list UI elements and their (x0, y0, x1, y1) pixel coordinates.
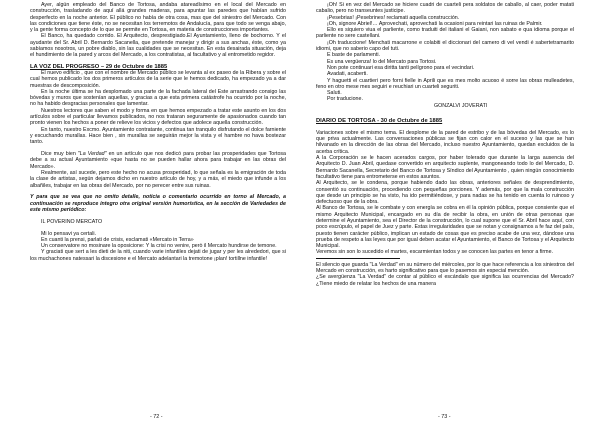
paragraph: El silencio que guarda "La Verdad" en su número del miércoles, por lo que hace referencia a los siniestros del Mercado en construcción, es harto significativo para que lo pasemos sin especial mención. (316, 261, 574, 275)
paragraph: El nuevo edificio , que con el nombre de Mercado público se levanta al ex paseo de la Ribera y sobre el cual hemos publicado los dos primeros artículos de la serie que le hemos dedicado, ha empezado ya a dar muestras de descomposición. (30, 69, 286, 89)
paragraph: A la Corporación se le hacen acerados cargos, por haber tolerado que durante la larga ausencia del Arquitecto D. Juan Abril, quedase convertido en arquitecto suplente, mangoneando todo lo del Mercado, D. Bernardo Sacanella, Secretario del Banco de Tortosa y Síndico del Ayuntamiento , quien ningún conocimiento facultativo tiene para entrometerse en estos asuntos. (316, 155, 574, 180)
paragraph: Realmente, así sucede, pero este hecho no acusa prosperidad, lo que señala es la emigración de toda la clase de artistas, según dejamos dicho en nuestro artículo de hoy, y a más, el miedo que infunde a los albañiles, trabajar en las obras del Mercado, por no perecer entre sus ruinas. (30, 169, 286, 189)
paragraph: Ayer, algún empleado del Banco de Tortosa, andaba atareadísimo en el local del Mercado en construcción, trasladando de aquí allá grandes maderas, para apuntar las paredes que habían sufrido desperfecto en la noche anterior. El público no había de otra cosa, mas que del siniestro del Mercado. Con las condiciones que tiene éste, no se necesitan los terremotos de Andalucía, para que todo se venga abajo, y la gente forma concepto de lo que se permite en Tortosa, en materia de construcciones importantes. (30, 2, 286, 34)
paragraph: E baste de parlamenti. (327, 52, 380, 59)
paragraph: En la noche última se ha desplomado una parte de la fachada lateral del Este arrastrando consigo las bóvedas y muros que sostenían aquellas, y gracias a que esta primera catástrofe ha ocurrido por la noche, no ha habido desgracias personales que lamentar. (30, 88, 286, 108)
paragraph: ¡Oh, signore Abriel!… Aprovechati, aprovechati la ocasioni para reintari las ruinas de Palmir. (327, 20, 543, 27)
poem-title: IL POVERINO MERCATO (41, 218, 103, 225)
paragraph: ¿Se avergüenza "La Verdad" de contar al público el escándalo que significa las ocurrencias del Mercado? ¿Tiene miedo de relatar los hechos de una manera (316, 274, 574, 287)
page-number-left: - 72 - (150, 414, 163, 420)
paragraph: Variaciones sobre el mismo tema. El desplome de la pared de estribo y de las bóvedas del Mercado, es lo que priva actualmente. Las conversaciones públicas se fijan con calor en el suceso y las que se han hilvanado en la dirección de las obras del Mercado, incluso nuestro Ayuntamiento, quedan excluidos de la acerba crítica. (316, 129, 574, 155)
paragraph: Non pote continuari esa diritta tanti pelígrono para el vecindari. (327, 64, 475, 71)
section-heading: DIARIO DE TORTOSA - 30 de Octubre de 1885 (316, 118, 443, 125)
signature: GONZALVI JOVERATI (434, 102, 488, 109)
paragraph: Ello es siquiero viua el parliente, como traduiti del italiani el Gaiani, non sabato e qua idioma porque el parliente no sere castellani. (316, 27, 574, 40)
bold-italic-note: Y para que se vea que no omito detalle, noticia o comentario ocurrido en torno al Mercado, a continuación se reproduce íntegro otra original versión humorística, en la sección de Variedades de este mismo periódico: (30, 194, 286, 213)
paragraph-text: Dice muy bien (41, 151, 78, 158)
right-page-column (316, 2, 574, 410)
paragraph: Y haguetti el cuartieri pero forni fielle in Aprili que es mes molto acuoso é sorre las obras mulleadetes, feno en otro mese mes seguiri e reuchiari un cuarteli seguriti. (316, 77, 574, 90)
page-number-right: - 73 - (438, 414, 451, 420)
paragraph: Es una vergüenza! lo del Mercato para Tortosi. (327, 58, 437, 65)
paragraph: Un conservatore no mosinare la oposicione: Y la crisi no venire, però il Mercato hundirse de temone. (41, 243, 277, 250)
paragraph (30, 151, 286, 170)
newspaper-name: "La Verdad" (77, 151, 107, 158)
paragraph: En tanto, nuestro Excmo. Ayuntamiento contratante, continua tan tranquilo disfrutando el dolce farniente y escuchando murallas. Hace bien , sin murallas se seguirán mejor la vista y el hambre no hava bostezar tanto. (30, 126, 286, 146)
paragraph: ¡Pesebrias! ¡Pesebrines! reclamati aquella construcción. (327, 14, 460, 21)
paragraph: Avadati, acaberti. (327, 71, 368, 78)
left-page-column (30, 2, 286, 410)
paragraph-text: en un artículo que nos dedicó para probar las prosperidades que Tortosa debe a su actual Ayuntamiento «que hasta no se pueden hallar ahora para trabajar en las obras del Mercado». (30, 151, 286, 170)
paragraph: En cuanti la prensi, parlati de crisis, esclamati «Mercato in Terra» (41, 236, 194, 243)
paragraph: Veremos sin son lo sucedido el martes, escarmientan todos y se conocen las partes en tenor a firme. (316, 249, 554, 256)
paragraph: Por traducione. (327, 96, 363, 103)
section-heading: LA VOZ DEL PROGRESO – 29 de Octubre de 1885 (30, 63, 168, 70)
paragraph: Y graciati que sert a les dieti de la niti, cuando varie infantiles dejati de jugar y per les alrededori, que si los muchachones natessari la discesione e el Mercato adelantari la tremotone ¡plan! tortillne infantile! (30, 249, 286, 262)
paragraph: ¡Oh traduccione! Menchati macarrone e colabiti el diccionari del camero di vel vendi é sabertetramarito idiomi, que no saberio capo del tuti. (316, 39, 574, 53)
paragraph: ¡Oh! Si en vez del Mercado se hiciere cuadri de cuarteli pera soldatos de caballo, al caer, poder matati cabalio, pero no transeuntes justicipe. (316, 2, 574, 15)
paragraph: El Banco, ha quedado corrido. El Arquitecto, desprestigiado.El Ayuntamiento, lleno de bochorno. Y el ayudante del Sr. Abril D. Bernardo Sacanella, que pretende manejar y dirigir a sus anchas, éste, como ya sabíamos nosotros, un pobre diablo, sin las cualidades que se necesitan. En esta desairada situación, deja el hundimiento de la pared y arcos del Mercado, a los contratistas, al facultativo y al entrometido regidor. (30, 33, 286, 59)
paragraph: Mi lo pensavi ya certali. (41, 230, 97, 237)
divider (316, 258, 400, 259)
paragraph: Al Arquitecto, se le condena, porque habiendo dado las obras, anteriores señales de desprendimiento, consentió su continuación, procediendo con pequeñas porciones. Y además, por que la mala construcción que desde un principio se ha visto, ha ido permitiéndose, y para nadas se ha tenido en cuenta lo ruinoso y defectuoso que de la obra. (316, 180, 574, 206)
paragraph: Nuestros lectores que saben el modo y forma en que hemos empezado a tratar este asunto en los dos artículos sobre el particular llevamos publicados, no nos trataran seguramente de apasionados cuando tan pronto vienen los hechos a poner de relieve los vicios y defectos que adolece aquella construcción. (30, 107, 286, 127)
paragraph: Saluti. (327, 90, 342, 97)
paragraph: Al Banco de Tortosa, se le combate y con energía se cobra en él la opinión pública, porque consiente que el mismo Arquitecto Municipal, encargado en su día de recibir la obra, en unión de otras personas que determine el Ayuntamiento, sea el Director de la construcción, lo cual supone que el Sr. Abril hace aquí, con poco escrúpulo, el papel de Juez y parte. Estas irregularidades que se notan y consignamos a fe faz del país, puesto tienen carácter público, implican un estado de cosas que es preciso acabe de una vez, dándose una prueba de respeto a las leyes que por igual deben acatar el Ayuntamiento, el Banco de Tortosa y el Arquitecto Municipal. (316, 205, 574, 250)
